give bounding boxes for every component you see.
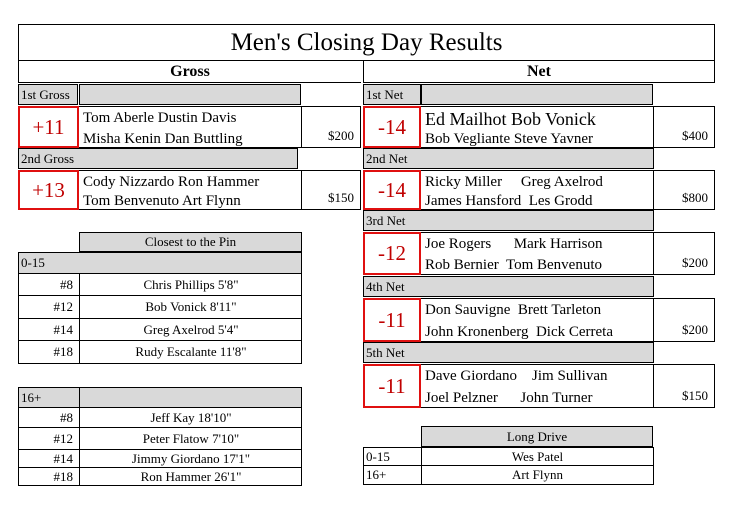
closest-pin-group2-table: [18, 408, 302, 486]
first-gross-player-line-1: Tom Aberle Dustin Davis: [83, 110, 237, 126]
second-gross-score: +13: [18, 170, 79, 210]
net-place-1-players: [421, 106, 654, 148]
net-place-3-score: -12: [363, 232, 421, 275]
net-place-1-player-line-2: Bob Vegliante Steve Yavner: [425, 131, 594, 147]
net-place-3-label: 3rd Net: [363, 210, 654, 231]
net-place-4-score: -11: [363, 298, 421, 342]
hole-number: #8: [19, 408, 80, 427]
page-title-box: [18, 24, 715, 61]
net-place-2-players: [421, 170, 654, 210]
hole-number: #14: [19, 450, 80, 467]
pin-winner: Rudy Escalante 11'8": [135, 344, 247, 359]
closest-pin-header: Closest to the Pin: [79, 232, 302, 252]
second-gross-prize: $150: [302, 170, 361, 210]
net-place-5-player-line-1: Dave Giordano Jim Sullivan: [425, 368, 608, 384]
first-gross-score: +11: [18, 106, 79, 148]
long-drive-table: [363, 447, 654, 485]
pin-winner: Bob Vonick 8'11": [145, 299, 237, 314]
closest-pin-group1-table: [18, 274, 302, 364]
first-gross-prize: $200: [302, 106, 361, 148]
net-place-2-player-line-2: James Hansford Les Grodd: [425, 193, 593, 209]
net-place-4-player-line-1: Don Sauvigne Brett Tarleton: [425, 302, 602, 318]
long-drive-winner: Art Flynn: [512, 467, 563, 482]
net-place-3-prize: $200: [654, 232, 715, 275]
closest-pin-group1-label: 0-15: [18, 252, 302, 274]
net-place-4-player-line-2: John Kronenberg Dick Cerreta: [425, 324, 613, 340]
net-place-5-score: -11: [363, 364, 421, 408]
net-place-4-players: [421, 298, 654, 342]
page-title: Men's Closing Day Results: [230, 28, 503, 56]
long-drive-header: Long Drive: [421, 426, 653, 447]
second-gross-players: [79, 170, 302, 210]
net-place-4-prize: $200: [654, 298, 715, 342]
second-gross-player-line-2: Tom Benvenuto Art Flynn: [83, 193, 241, 209]
table-row: [18, 296, 302, 319]
net-place-1-prize: $400: [654, 106, 715, 148]
net-header: [363, 61, 715, 83]
net-place-5-players: [421, 364, 654, 408]
table-row: [18, 468, 302, 486]
long-drive-winner: Wes Patel: [511, 448, 564, 464]
long-drive-group: 16+: [364, 466, 422, 484]
table-row: [363, 447, 654, 466]
gross-header-label: Gross: [170, 62, 210, 80]
table-row: [18, 428, 302, 450]
net-place-1-label-bar: [421, 84, 653, 105]
net-place-5-prize: $150: [654, 364, 715, 408]
first-gross-players: [79, 106, 302, 148]
hole-number: #12: [19, 296, 80, 318]
table-row: [363, 466, 654, 485]
first-gross-player-line-2: Misha Kenin Dan Buttling: [83, 131, 243, 147]
hole-number: #12: [19, 428, 80, 449]
second-gross-player-line-1: Cody Nizzardo Ron Hammer: [83, 174, 260, 190]
pin-winner: Ron Hammer 26'1": [140, 468, 242, 484]
net-place-3-player-line-2: Rob Bernier Tom Benvenuto: [425, 257, 602, 273]
pin-winner: Jeff Kay 18'10": [150, 409, 232, 425]
net-place-2-label: 2nd Net: [363, 148, 654, 169]
net-place-1-player-line-1: Ed Mailhot Bob Vonick: [425, 109, 596, 129]
net-place-1-score: -14: [363, 106, 421, 148]
net-place-3-player-line-1: Joe Rogers Mark Harrison: [425, 236, 603, 252]
table-row: [18, 341, 302, 364]
long-drive-group: 0-15: [364, 448, 422, 465]
table-row: [18, 319, 302, 341]
hole-number: #18: [19, 341, 80, 363]
net-header-label: Net: [527, 62, 551, 80]
net-place-5-player-line-2: Joel Pelzner John Turner: [425, 390, 593, 406]
hole-number: #18: [19, 468, 80, 485]
gross-header: [18, 61, 361, 83]
net-place-2-player-line-1: Ricky Miller Greg Axelrod: [425, 174, 603, 190]
pin-winner: Greg Axelrod 5'4": [143, 321, 239, 337]
table-row: [18, 274, 302, 296]
net-place-1-label: 1st Net: [363, 84, 421, 105]
hole-number: #8: [19, 274, 80, 295]
closest-pin-group2-label: 16+: [18, 387, 302, 408]
net-place-3-players: [421, 232, 654, 275]
net-place-2-score: -14: [363, 170, 421, 210]
net-place-2-prize: $800: [654, 170, 715, 210]
first-gross-label: 1st Gross: [18, 84, 78, 105]
hole-number: #14: [19, 319, 80, 340]
table-row: [18, 450, 302, 468]
pin-winner: Jimmy Giordano 17'1": [131, 450, 251, 466]
pin-winner: Peter Flatow 7'10": [142, 430, 240, 446]
pin-winner: Chris Phillips 5'8": [143, 276, 239, 292]
table-row: [18, 408, 302, 428]
first-gross-label-bar: [79, 84, 301, 105]
net-place-5-label: 5th Net: [363, 342, 654, 363]
second-gross-label: 2nd Gross: [18, 148, 298, 169]
net-place-4-label: 4th Net: [363, 276, 654, 297]
